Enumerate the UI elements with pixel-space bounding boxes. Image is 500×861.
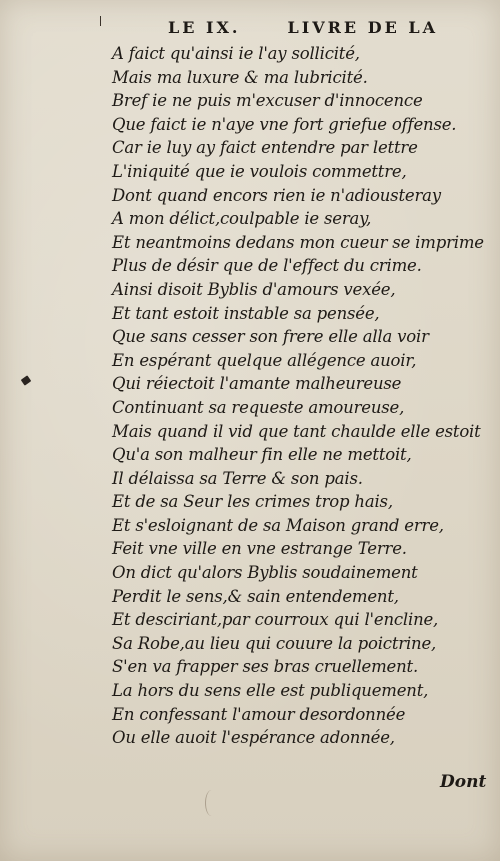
verse-line: Mais ma luxure & ma lubricité.	[112, 67, 368, 87]
verse-line: En espérant quelque allégence auoir,	[112, 350, 417, 370]
verse-line: Car ie luy ay faict entendre par lettre	[112, 138, 418, 158]
verse-line: Continuant sa requeste amoureuse,	[112, 397, 405, 417]
verse-line: On dict qu'alors Byblis soudainement	[112, 563, 418, 583]
verse-line: Et desciriant,par courroux qui l'encline,	[112, 610, 439, 630]
verse-line: Il délaissa sa Terre & son pais.	[112, 468, 363, 488]
verse-line: Qui réiectoit l'amante malheureuse	[112, 374, 402, 394]
verse-line: La hors du sens elle est publiquement,	[112, 681, 429, 701]
verse-line: Sa Robe,au lieu qui couure la poictrine,	[112, 633, 437, 653]
verse-line: A mon délict,coulpable ie seray,	[112, 209, 372, 229]
verse-line: Que faict ie n'aye vne fort griefue offense.	[112, 114, 457, 134]
verse-line: Plus de désir que de l'effect du crime.	[112, 256, 422, 276]
running-header	[168, 18, 438, 37]
verse-line: Ainsi disoit Byblis d'amours vexée,	[112, 279, 396, 299]
verse-list	[112, 42, 482, 750]
verse-line: Bref ie ne puis m'excuser d'innocence	[112, 91, 423, 111]
verse-line: Dont quand encors rien ie n'adiousteray	[112, 185, 441, 205]
verse-line: Feit vne ville en vne estrange Terre.	[112, 539, 407, 559]
verse-line: Et tant estoit instable sa pensée,	[112, 303, 380, 323]
verse-line: Et neantmoins dedans mon cueur se imprime	[112, 232, 484, 252]
verse-line: En confessant l'amour desordonnée	[112, 704, 406, 724]
verse-line: Qu'a son malheur fin elle ne mettoit,	[112, 445, 412, 465]
header-left: LE IX.	[168, 18, 241, 37]
header-right: LIVRE DE LA	[287, 18, 438, 37]
margin-mark	[100, 16, 101, 26]
verse-line: Et de sa Seur les crimes trop hais,	[112, 492, 393, 512]
catchword: Dont	[440, 772, 487, 792]
verse-line: A faict qu'ainsi ie l'ay sollicité,	[112, 44, 360, 63]
verse-line: Ou elle auoit l'espérance adonnée,	[112, 728, 395, 748]
ink-blot	[21, 375, 32, 385]
verse-line: S'en va frapper ses bras cruellement.	[112, 657, 419, 677]
verse-line: L'iniquité que ie voulois commettre,	[112, 161, 407, 181]
verse-line: Que sans cesser son frere elle alla voir	[112, 327, 429, 347]
verse-line: Mais quand il vid que tant chaulde elle estoit	[112, 421, 481, 441]
verse-line: Et s'esloignant de sa Maison grand erre,	[112, 515, 444, 535]
verse-line: Perdit le sens,& sain entendement,	[112, 586, 399, 606]
paper-stain	[205, 790, 218, 816]
